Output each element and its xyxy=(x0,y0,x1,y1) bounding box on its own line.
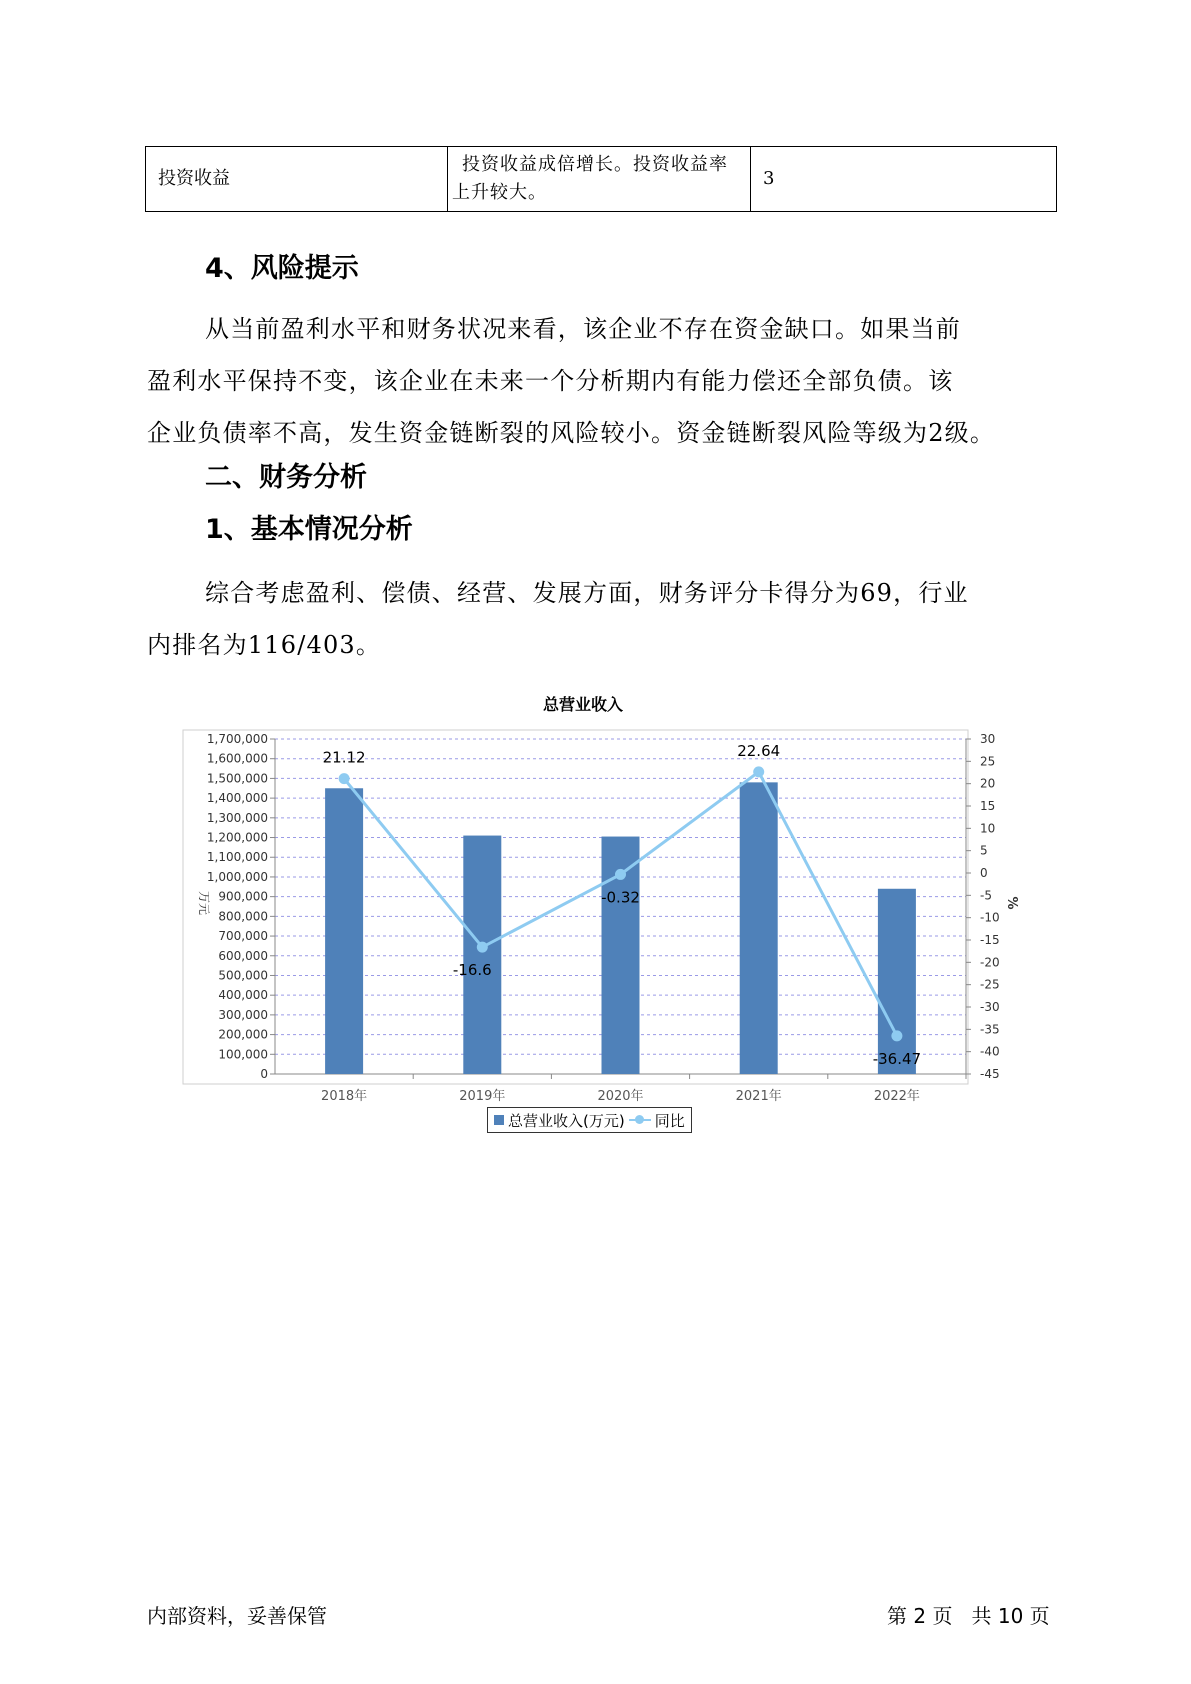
right-axis-tick-label: -10 xyxy=(980,910,1000,925)
left-axis-tick-label: 1,100,000 xyxy=(206,850,268,865)
yoy-point xyxy=(891,1030,902,1041)
right-axis-tick-label: -15 xyxy=(980,933,1000,947)
description-line-1: 投资收益成倍增长。投资收益率 xyxy=(462,154,728,175)
left-axis-tick-label: 1,000,000 xyxy=(206,869,268,884)
risk-paragraph-line-2: 盈利水平保持不变，该企业在未来一个分析期内有能力偿还全部负债。该 xyxy=(147,367,954,395)
x-axis-tick-label: 2020年 xyxy=(597,1089,644,1104)
yoy-point xyxy=(477,942,488,953)
left-axis-tick-label: 400,000 xyxy=(218,988,268,1003)
left-axis-tick-label: 500,000 xyxy=(218,968,268,983)
x-axis-tick-label: 2022年 xyxy=(873,1089,920,1104)
yoy-data-label: -0.32 xyxy=(601,888,640,907)
left-axis-tick-label: 100,000 xyxy=(218,1047,268,1062)
right-axis-tick-label: -45 xyxy=(980,1067,1000,1081)
risk-paragraph-line-3: 企业负债率不高，发生资金链断裂的风险较小。资金链断裂风险等级为2级。 xyxy=(147,419,996,447)
yoy-data-label: 22.64 xyxy=(737,741,781,760)
x-axis-tick-label: 2018年 xyxy=(321,1089,368,1104)
right-axis-tick-label: -30 xyxy=(980,1000,1000,1014)
right-axis-tick-label: -20 xyxy=(980,955,1000,970)
right-axis-tick-label: -40 xyxy=(980,1044,1000,1059)
left-axis-tick-label: 1,200,000 xyxy=(206,830,268,845)
basic-paragraph-line-2: 内排名为116/403。 xyxy=(147,631,382,659)
footer-confidential: 内部资料，妥善保管 xyxy=(147,1604,327,1628)
subsection-heading-basic: 1、基本情况分析 xyxy=(205,514,413,545)
section-heading-risk: 4、风险提示 xyxy=(205,253,359,284)
yoy-data-label: 21.12 xyxy=(322,748,366,767)
legend-label-yoy: 同比 xyxy=(654,1111,685,1130)
legend-bar-swatch xyxy=(494,1115,504,1125)
left-axis-tick-label: 900,000 xyxy=(218,889,268,904)
yoy-point xyxy=(753,766,764,777)
legend-line-swatch xyxy=(629,1115,651,1125)
yoy-data-label: -36.47 xyxy=(872,1049,922,1068)
left-axis-tick-label: 1,300,000 xyxy=(206,810,268,825)
left-axis-tick-label: 1,700,000 xyxy=(206,732,268,746)
left-axis-tick-label: 600,000 xyxy=(218,948,268,963)
chart-title: 总营业收入 xyxy=(543,695,624,714)
yoy-data-label: -16.6 xyxy=(452,961,492,980)
left-axis-tick-label: 1,500,000 xyxy=(206,771,268,786)
right-axis-tick-label: 30 xyxy=(980,732,996,746)
right-axis-tick-label: 25 xyxy=(980,754,996,769)
right-axis-tick-label: 15 xyxy=(980,799,996,813)
right-axis-tick-label: -25 xyxy=(980,977,1000,992)
left-axis-tick-label: 200,000 xyxy=(218,1027,268,1042)
right-axis-tick-label: 5 xyxy=(980,843,988,858)
revenue-bar xyxy=(878,889,916,1074)
revenue-bar xyxy=(325,788,363,1074)
left-axis-tick-label: 800,000 xyxy=(218,909,268,924)
right-axis-title: % xyxy=(1004,896,1019,910)
left-axis-tick-label: 1,600,000 xyxy=(206,751,268,766)
left-axis-tick-label: 0 xyxy=(260,1067,268,1081)
right-axis-tick-label: 0 xyxy=(980,866,988,880)
revenue-bar xyxy=(740,782,778,1074)
x-axis-tick-label: 2019年 xyxy=(459,1089,506,1104)
section-heading-financial-analysis: 二、财务分析 xyxy=(205,462,367,493)
description-line-2: 上升较大。 xyxy=(452,182,547,203)
risk-paragraph-line-1: 从当前盈利水平和财务状况来看，该企业不存在资金缺口。如果当前 xyxy=(205,315,961,343)
left-axis-tick-label: 300,000 xyxy=(218,1007,268,1022)
chart-frame xyxy=(183,730,968,1084)
left-axis-tick-label: 700,000 xyxy=(218,929,268,944)
table-cell-score: 3 xyxy=(763,168,775,189)
left-axis-title: 万元 xyxy=(197,890,211,916)
right-axis-tick-label: -35 xyxy=(980,1022,1000,1037)
right-axis-tick-label: 20 xyxy=(980,776,996,791)
table-cell-item: 投资收益 xyxy=(146,147,448,211)
yoy-point xyxy=(339,773,350,784)
left-axis-tick-label: 1,400,000 xyxy=(206,791,268,806)
x-axis-tick-label: 2021年 xyxy=(735,1089,782,1104)
right-axis-tick-label: 10 xyxy=(980,821,996,836)
revenue-bar xyxy=(463,836,501,1074)
basic-paragraph-line-1: 综合考虑盈利、偿债、经营、发展方面，财务评分卡得分为69，行业 xyxy=(205,579,969,607)
footer-page-number: 第 2 页 共 10 页 xyxy=(887,1604,1050,1628)
right-axis-tick-label: -5 xyxy=(980,888,992,903)
chart-legend xyxy=(487,1107,692,1133)
yoy-point xyxy=(615,869,626,880)
legend-label-revenue: 总营业收入(万元) xyxy=(508,1111,625,1130)
